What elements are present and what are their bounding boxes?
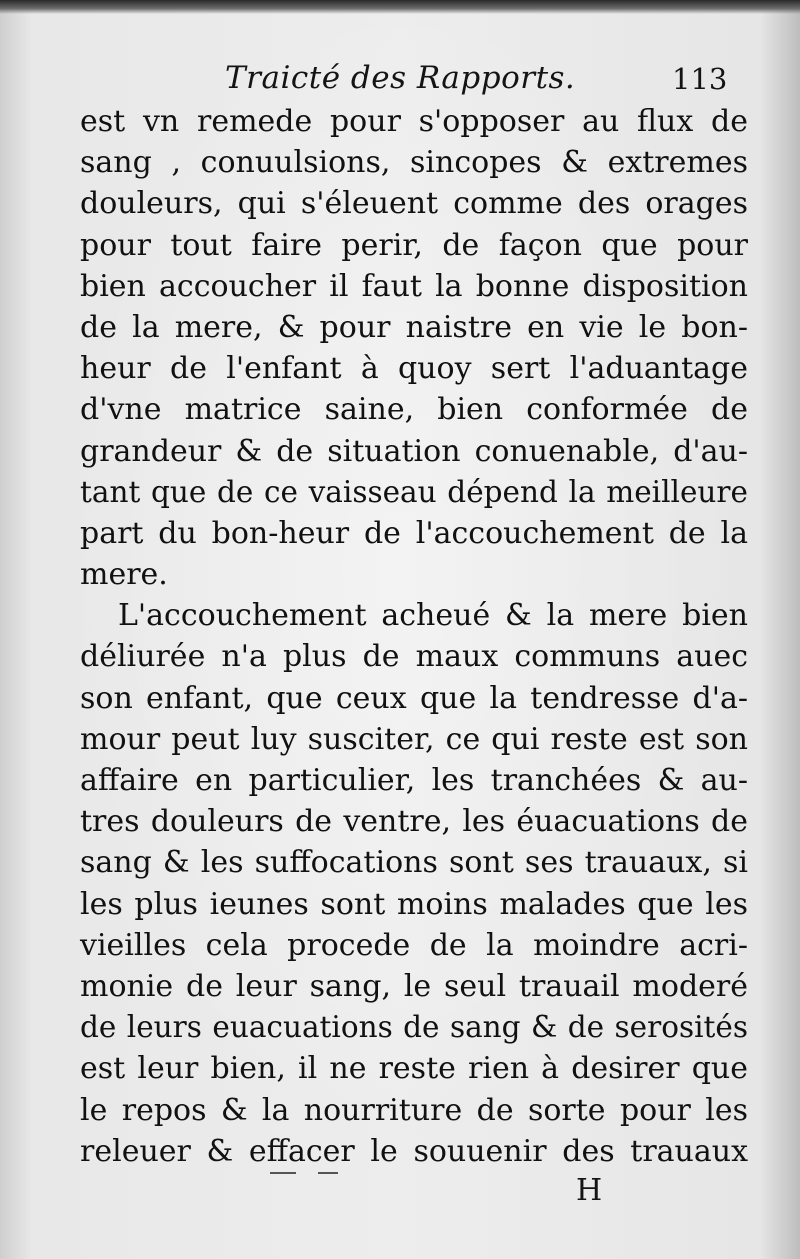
text-line: sang , conuulsions, sincopes & extremes (80, 145, 748, 181)
text-line: tant que de ce vaisseau dépend la meilleure (80, 474, 748, 509)
text-line: les plus ieunes sont moins malades que les (80, 886, 748, 922)
text-line: tres douleurs de ventre, les éuacuations de (80, 804, 748, 840)
text-line: monie de leur sang, le seul trauail moderé (80, 968, 748, 1004)
text-line: de leurs euacuations de sang & de serosités (80, 1010, 748, 1045)
text-line: le repos & la nourriture de sorte pour les (80, 1092, 748, 1128)
text-line: sang & les suffocations sont ses trauaux, si (80, 845, 748, 881)
text-line: de la mere, & pour naistre en vie le bon- (80, 309, 748, 345)
page-number: 113 (672, 62, 728, 96)
text-line: L'accouchement acheué & la mere bien (118, 598, 748, 634)
paragraph-2 (80, 595, 748, 1172)
print-mark (318, 1172, 338, 1174)
text-line: mere. (80, 557, 168, 593)
text-line: affaire en particulier, les tranchées & au- (80, 763, 748, 798)
running-head: Traicté des Rapports. (225, 60, 576, 96)
text-line: vieilles cela procede de la moindre acri- (80, 927, 748, 963)
text-line: d'vne matrice saine, bien conformée de (80, 392, 748, 428)
text-line: bien accoucher il faut la bonne disposition (80, 268, 748, 304)
paragraph-1 (80, 101, 748, 595)
signature-mark: H (576, 1173, 603, 1208)
text-line: déliurée n'a plus de maux communs auec (80, 639, 748, 675)
text-line: est leur bien, il ne reste rien à desirer que (80, 1051, 748, 1087)
print-mark (270, 1172, 296, 1174)
text-line: heur de l'enfant à quoy sert l'aduantage (80, 351, 748, 387)
text-line: son enfant, que ceux que la tendresse d'a- (80, 680, 748, 716)
text-line: est vn remede pour s'opposer au flux de (80, 104, 748, 139)
text-line: releuer & effacer le souuenir des trauaux (80, 1133, 748, 1169)
text-line: grandeur & de situation conuenable, d'au- (80, 433, 748, 469)
text-line: pour tout faire perir, de façon que pour (80, 227, 748, 263)
body-text (80, 101, 748, 1172)
text-line: mour peut luy susciter, ce qui reste est son (80, 721, 748, 757)
page-top-edge (0, 0, 800, 14)
text-line: part du bon-heur de l'accouchement de la (80, 515, 748, 551)
text-line: douleurs, qui s'éleuent comme des orages (80, 186, 748, 222)
